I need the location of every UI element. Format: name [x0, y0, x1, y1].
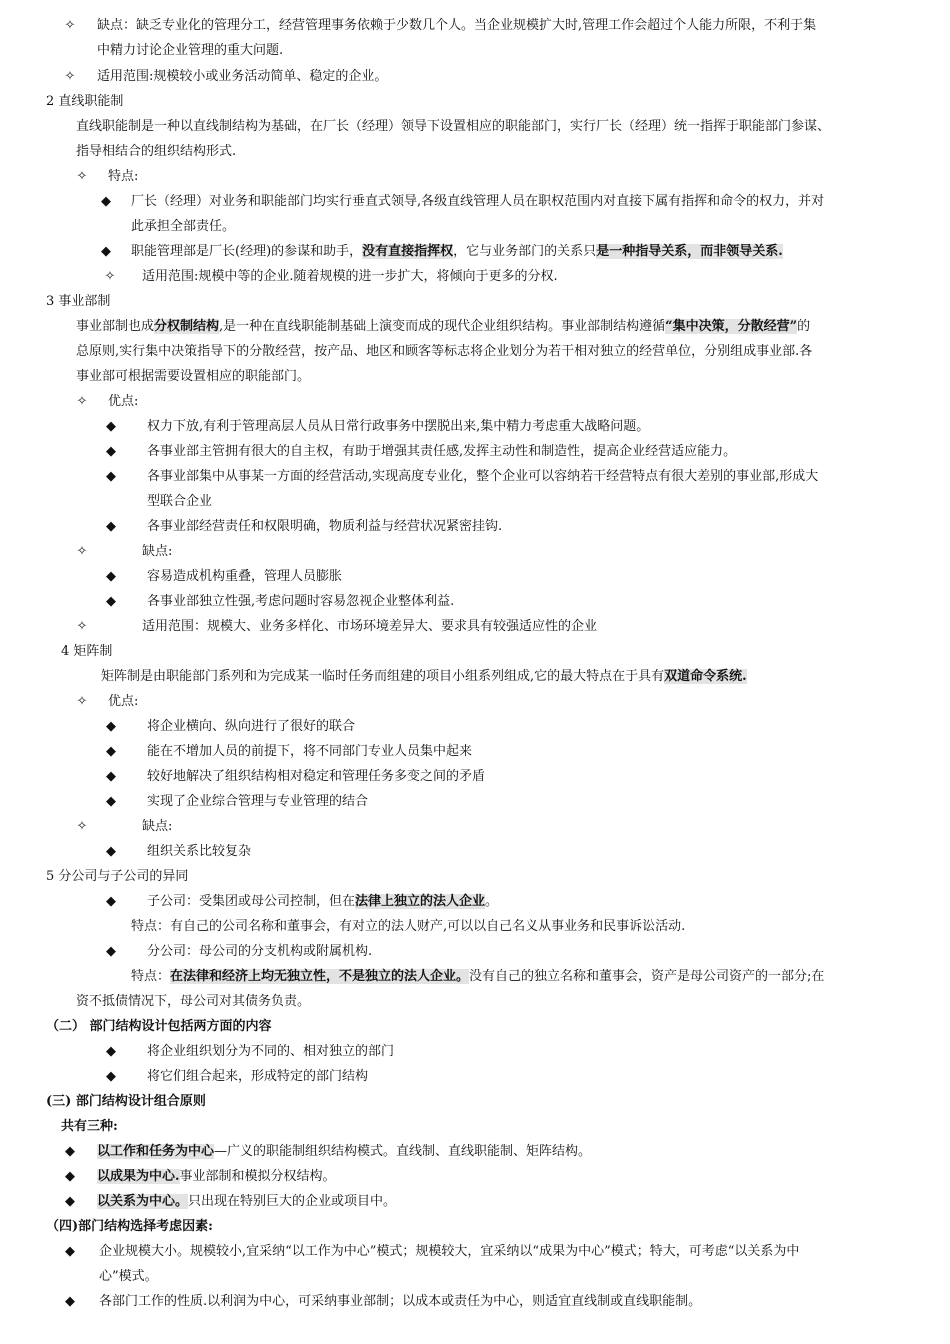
- diamond-bullet-icon: ◆: [106, 844, 116, 859]
- diamond-bullet-icon: ◆: [65, 1169, 75, 1184]
- text-segment: 企业规模大小。规模较小,宜采纳“以工作为中心”模式；规模较大，宜采纳以“成果为中心”模式；特大，可考虑“以关系为中: [99, 1244, 800, 1259]
- line-text: [97, 1143, 591, 1161]
- line-text: [147, 418, 649, 436]
- text-segment: 5 分公司与子公司的异同: [46, 869, 189, 884]
- text-segment: 缺点：缺乏专业化的管理分工，经营管理事务依赖于少数几个人。当企业规模扩大时,管理工作会超过个人能力所限，不利于集: [97, 18, 817, 33]
- line-text: [97, 1193, 396, 1211]
- text-segment: 。: [485, 894, 499, 909]
- line-text: [131, 918, 685, 936]
- line-text: [147, 843, 251, 861]
- text-segment: 事业部制和模拟分权结构。: [179, 1169, 336, 1184]
- text-segment: 将它们组合起来，形成特定的部门结构: [147, 1069, 369, 1084]
- diamond-bullet-icon: ◆: [106, 519, 116, 534]
- text-segment: 特点:: [108, 169, 139, 184]
- star-bullet-icon: ✧: [64, 18, 76, 33]
- text-segment: 特点：有自己的公司名称和董事会，有对立的法人财产,可以以自己名义从事业务和民事诉讼活动.: [131, 919, 686, 934]
- text-segment: （四)部门结构选择考虑因素:: [46, 1219, 213, 1234]
- text-segment: 权力下放,有利于管理高层人员从日常行政事务中摆脱出来,集中精力考虑重大战略问题。: [147, 419, 650, 434]
- line-text: [147, 1068, 368, 1086]
- line-text: [147, 1043, 394, 1061]
- line-text: [142, 543, 172, 561]
- text-segment: 只出现在特别巨大的企业或项目中。: [188, 1194, 397, 1209]
- line-text: [131, 968, 824, 986]
- text-segment: （二） 部门结构设计包括两方面的内容: [46, 1019, 272, 1034]
- text-segment: 将企业横向、纵向进行了很好的联合: [147, 719, 356, 734]
- text-segment: 直线职能制是一种以直线制结构为基础，在厂长（经理）领导下设置相应的职能部门，实行厂长（经理）统一指挥于职能部门参谋、: [76, 119, 831, 134]
- highlighted-text: 以成果为中心.: [97, 1169, 180, 1184]
- line-text: [147, 718, 355, 736]
- line-text: [76, 318, 810, 336]
- line-text: [147, 518, 502, 536]
- text-segment: ，它与业务部门的关系只: [453, 244, 597, 259]
- diamond-bullet-icon: ◆: [106, 744, 116, 759]
- text-segment: 总原则,实行集中决策指导下的分散经营，按产品、地区和顾客等标志将企业划分为若干相对独立的经营单位，分别组成事业部.各: [76, 344, 813, 359]
- text-segment: 优点:: [108, 394, 139, 409]
- text-segment: 适用范围:规模较小或业务活动简单、稳定的企业。: [97, 69, 388, 84]
- line-text: [46, 1093, 206, 1111]
- line-text: [61, 1118, 118, 1136]
- line-text: [99, 1293, 701, 1311]
- text-segment: 事业部制也成: [76, 319, 155, 334]
- text-segment: 实现了企业综合管理与专业管理的结合: [147, 794, 369, 809]
- text-segment: ,是一种在直线职能制基础上演变而成的现代企业组织结构。事业部制结构遵循: [219, 319, 666, 334]
- text-segment: 没有自己的独立名称和董事会，资产是母公司资产的一部分;在: [469, 969, 825, 984]
- diamond-bullet-icon: ◆: [106, 419, 116, 434]
- diamond-bullet-icon: ◆: [65, 1194, 75, 1209]
- line-text: [97, 1168, 336, 1186]
- star-bullet-icon: ✧: [104, 269, 116, 284]
- line-text: [147, 893, 498, 911]
- line-text: [147, 593, 454, 611]
- diamond-bullet-icon: ◆: [106, 1069, 116, 1084]
- line-text: [99, 1268, 158, 1286]
- text-segment: 子公司：受集团或母公司控制，但在: [147, 894, 356, 909]
- highlighted-text: 法律上独立的法人企业: [355, 894, 486, 909]
- text-segment: 各部门工作的性质.以利润为中心，可采纳事业部制；以成本或责任为中心，则适宜直线制或直线职能制。: [99, 1294, 702, 1309]
- line-text: [46, 868, 188, 886]
- line-text: [97, 42, 283, 60]
- highlighted-text: 双道命令系统.: [664, 669, 747, 684]
- diamond-bullet-icon: ◆: [106, 794, 116, 809]
- text-segment: 此承担全部责任。: [131, 219, 236, 234]
- line-text: [147, 493, 212, 511]
- star-bullet-icon: ✧: [76, 169, 88, 184]
- star-bullet-icon: ✧: [76, 819, 88, 834]
- text-segment: 将企业组织划分为不同的、相对独立的部门: [147, 1044, 395, 1059]
- line-text: [147, 943, 372, 961]
- text-segment: 适用范围:规模中等的企业.随着规模的进一步扩大，将倾向于更多的分权.: [142, 269, 558, 284]
- line-text: [108, 693, 138, 711]
- line-text: [97, 17, 816, 35]
- diamond-bullet-icon: ◆: [106, 944, 116, 959]
- text-segment: 职能管理部是厂长(经理)的参谋和助手，: [131, 244, 363, 259]
- diamond-bullet-icon: ◆: [106, 769, 116, 784]
- text-segment: 资不抵债情况下，母公司对其债务负责。: [76, 994, 311, 1009]
- text-segment: 能在不增加人员的前提下，将不同部门专业人员集中起来: [147, 744, 473, 759]
- text-segment: 3 事业部制: [46, 294, 111, 309]
- line-text: [147, 468, 818, 486]
- star-bullet-icon: ✧: [76, 394, 88, 409]
- text-segment: 共有三种:: [61, 1119, 118, 1134]
- diamond-bullet-icon: ◆: [65, 1144, 75, 1159]
- text-segment: 优点:: [108, 694, 139, 709]
- line-text: [76, 993, 310, 1011]
- highlighted-text: 是一种指导关系，而非领导关系.: [596, 244, 783, 259]
- diamond-bullet-icon: ◆: [106, 894, 116, 909]
- line-text: [46, 93, 123, 111]
- text-segment: 各事业部集中从事某一方面的经营活动,实现高度专业化，整个企业可以容纳若干经营特点有很大差别的事业部,形成大: [147, 469, 819, 484]
- line-text: [147, 743, 472, 761]
- diamond-bullet-icon: ◆: [106, 444, 116, 459]
- diamond-bullet-icon: ◆: [101, 194, 111, 209]
- line-text: [131, 218, 235, 236]
- diamond-bullet-icon: ◆: [106, 469, 116, 484]
- highlighted-text: “集中决策，分散经营”: [665, 319, 798, 334]
- highlighted-text: 以关系为中心。: [97, 1194, 189, 1209]
- star-bullet-icon: ✧: [76, 544, 88, 559]
- text-segment: 2 直线职能制: [46, 94, 124, 109]
- text-segment: 事业部可根据需要设置相应的职能部门。: [76, 369, 311, 384]
- line-text: [97, 68, 387, 86]
- highlighted-text: 没有直接指挥权: [362, 244, 454, 259]
- text-segment: 特点：: [131, 969, 171, 984]
- diamond-bullet-icon: ◆: [106, 1044, 116, 1059]
- text-segment: 分公司：母公司的分支机构或附属机构.: [147, 944, 373, 959]
- line-text: [142, 618, 597, 636]
- text-segment: 型联合企业: [147, 494, 213, 509]
- line-text: [142, 818, 172, 836]
- text-segment: 容易造成机构重叠，管理人员膨胀: [147, 569, 343, 584]
- highlighted-text: 在法律和经济上均无独立性，不是独立的法人企业。: [170, 969, 470, 984]
- line-text: [147, 443, 736, 461]
- line-text: [108, 393, 138, 411]
- line-text: [108, 168, 138, 186]
- line-text: [142, 268, 558, 286]
- text-segment: 适用范围：规模大、业务多样化、市场环境差异大、要求具有较强适应性的企业: [142, 619, 598, 634]
- text-segment: 各事业部独立性强,考虑问题时容易忽视企业整体利益.: [147, 594, 455, 609]
- line-text: [76, 368, 310, 386]
- text-segment: 的: [797, 319, 811, 334]
- line-text: [46, 293, 110, 311]
- highlighted-text: 分权制结构: [154, 319, 220, 334]
- diamond-bullet-icon: ◆: [101, 244, 111, 259]
- diamond-bullet-icon: ◆: [65, 1294, 75, 1309]
- text-segment: 缺点:: [142, 819, 173, 834]
- text-segment: 各事业部经营责任和权限明确，物质利益与经营状况紧密挂钩.: [147, 519, 503, 534]
- line-text: [131, 193, 824, 211]
- text-segment: 缺点:: [142, 544, 173, 559]
- diamond-bullet-icon: ◆: [65, 1244, 75, 1259]
- star-bullet-icon: ✧: [76, 694, 88, 709]
- star-bullet-icon: ✧: [64, 69, 76, 84]
- text-segment: 厂长（经理）对业务和职能部门均实行垂直式领导,各级直线管理人员在职权范围内对直接下属有指挥和命令的权力，并对: [131, 194, 825, 209]
- text-segment: 中精力讨论企业管理的重大问题.: [97, 43, 284, 58]
- line-text: [76, 143, 236, 161]
- line-text: [147, 768, 485, 786]
- text-segment: 矩阵制是由职能部门系列和为完成某一临时任务而组建的项目小组系列组成,它的最大特点在于具有: [101, 669, 665, 684]
- text-segment: —广义的职能制组织结构模式。直线制、直线职能制、矩阵结构。: [214, 1144, 592, 1159]
- line-text: [76, 343, 812, 361]
- line-text: [101, 668, 747, 686]
- line-text: [147, 793, 368, 811]
- star-bullet-icon: ✧: [76, 619, 88, 634]
- line-text: [131, 243, 783, 261]
- diamond-bullet-icon: ◆: [106, 719, 116, 734]
- line-text: [76, 118, 830, 136]
- text-segment: 较好地解决了组织结构相对稳定和管理任务多变之间的矛盾: [147, 769, 486, 784]
- text-segment: (三) 部门结构设计组合原则: [46, 1094, 206, 1109]
- text-segment: 心”模式。: [99, 1269, 158, 1284]
- line-text: [147, 568, 342, 586]
- diamond-bullet-icon: ◆: [106, 569, 116, 584]
- line-text: [46, 1218, 213, 1236]
- text-segment: 指导相结合的组织结构形式.: [76, 144, 237, 159]
- text-segment: 4 矩阵制: [61, 644, 113, 659]
- line-text: [99, 1243, 799, 1261]
- highlighted-text: 以工作和任务为中心: [97, 1144, 215, 1159]
- diamond-bullet-icon: ◆: [106, 594, 116, 609]
- line-text: [46, 1018, 272, 1036]
- text-segment: 各事业部主管拥有很大的自主权，有助于增强其责任感,发挥主动性和制造性，提高企业经营适应能力。: [147, 444, 737, 459]
- line-text: [61, 643, 112, 661]
- text-segment: 组织关系比较复杂: [147, 844, 252, 859]
